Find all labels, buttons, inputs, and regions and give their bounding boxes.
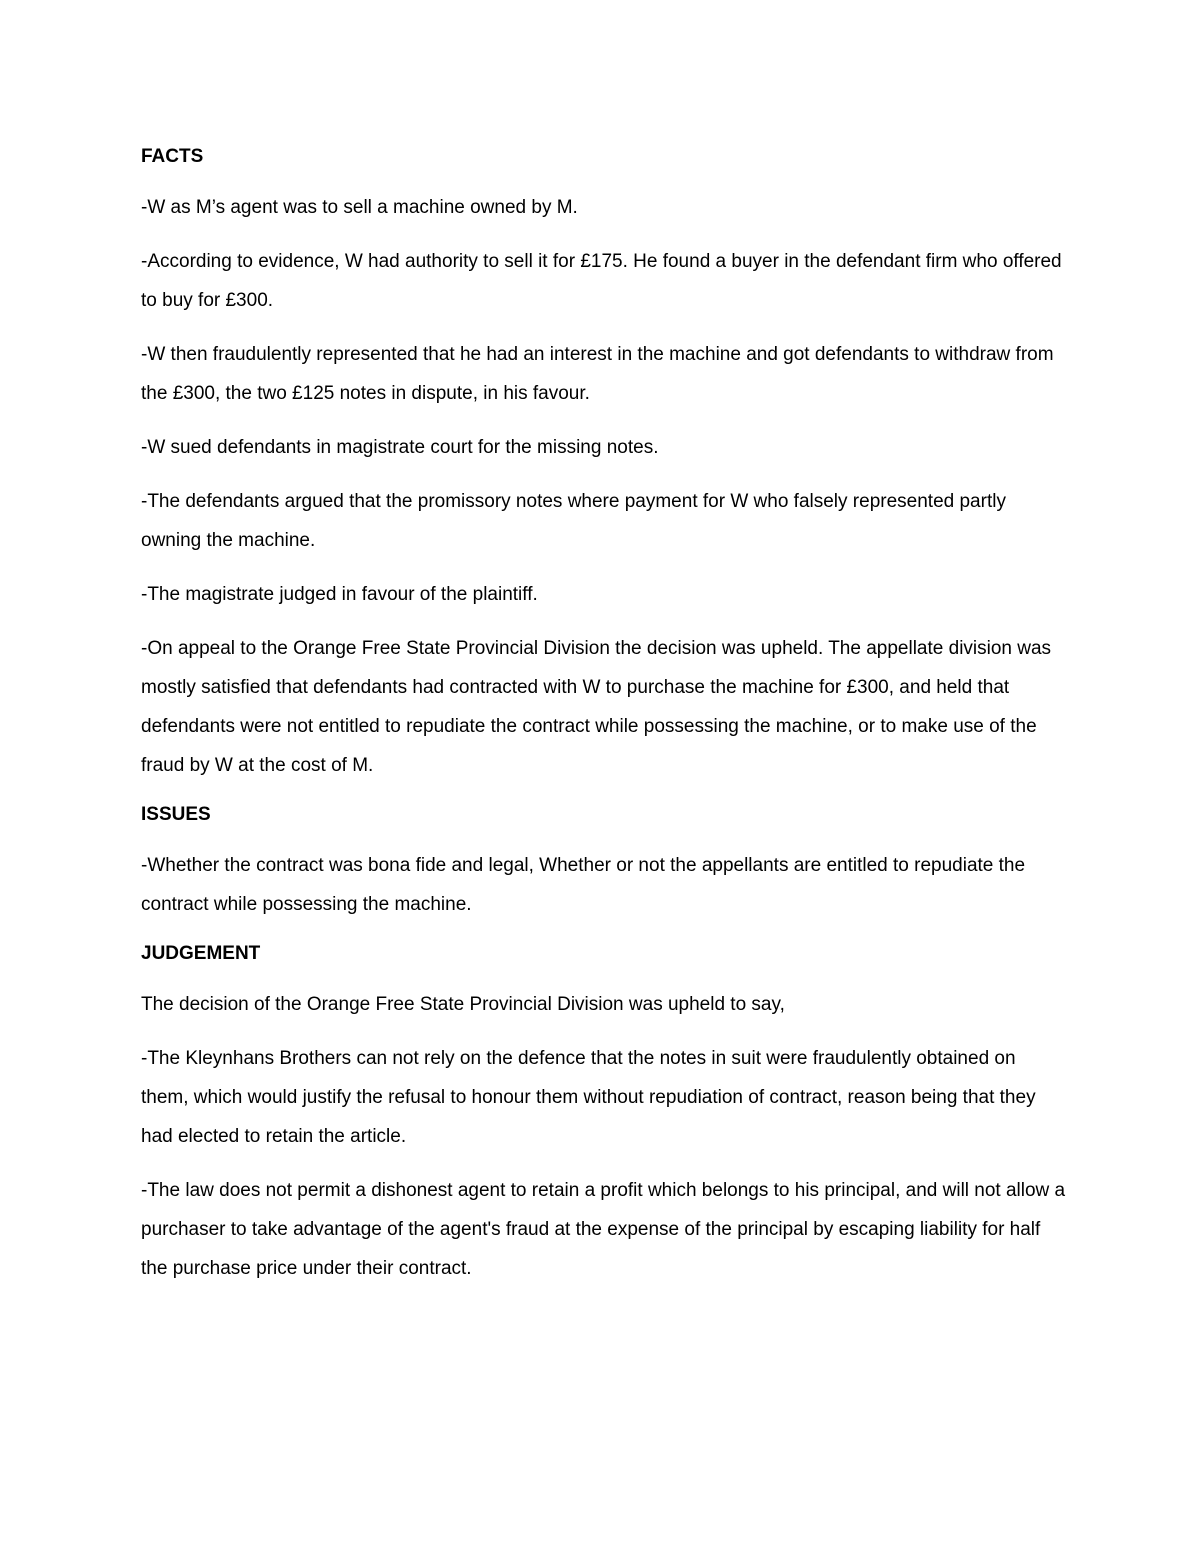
issues-paragraph-1: -Whether the contract was bona fide and legal, Whether or not the appellants are entitled to repudiate the contract while possessing the machine. (141, 855, 1026, 915)
facts-paragraph-5: -The defendants argued that the promissory notes where payment for W who falsely represented partly owning the machine. (141, 491, 1006, 551)
document-body (141, 142, 1066, 1303)
judgement-heading: JUDGEMENT (141, 943, 261, 964)
judgement-paragraph-3: -The law does not permit a dishonest agent to retain a profit which belongs to his principal, and will not allow a purchaser to take advantage of the agent's fraud at the expense of the principal by escaping liability for half the purchase price under their contract. (141, 1180, 1066, 1279)
facts-paragraph-7: -On appeal to the Orange Free State Provincial Division the decision was upheld. The appellate division was mostly satisfied that defendants had contracted with W to purchase the machine for £300, and held that defendants were not entitled to repudiate the contract while possessing the machine, or to make use of the fraud by W at the cost of M. (141, 638, 1052, 776)
facts-paragraph-3: -W then fraudulently represented that he had an interest in the machine and got defendants to withdraw from the £300, the two £125 notes in dispute, in his favour. (141, 344, 1054, 404)
judgement-paragraph-1: The decision of the Orange Free State Provincial Division was upheld to say, (141, 994, 785, 1015)
facts-paragraph-2: -According to evidence, W had authority to sell it for £175. He found a buyer in the defendant firm who offered to buy for £300. (141, 251, 1062, 311)
facts-heading: FACTS (141, 146, 204, 167)
facts-paragraph-4: -W sued defendants in magistrate court for the missing notes. (141, 437, 659, 458)
issues-heading: ISSUES (141, 804, 211, 825)
facts-paragraph-1: -W as M’s agent was to sell a machine owned by M. (141, 197, 578, 218)
facts-paragraph-6: -The magistrate judged in favour of the plaintiff. (141, 584, 538, 605)
judgement-paragraph-2: -The Kleynhans Brothers can not rely on the defence that the notes in suit were fraudulently obtained on them, which would justify the refusal to honour them without repudiation of contract, reason being that they had elected to retain the article. (141, 1048, 1036, 1147)
